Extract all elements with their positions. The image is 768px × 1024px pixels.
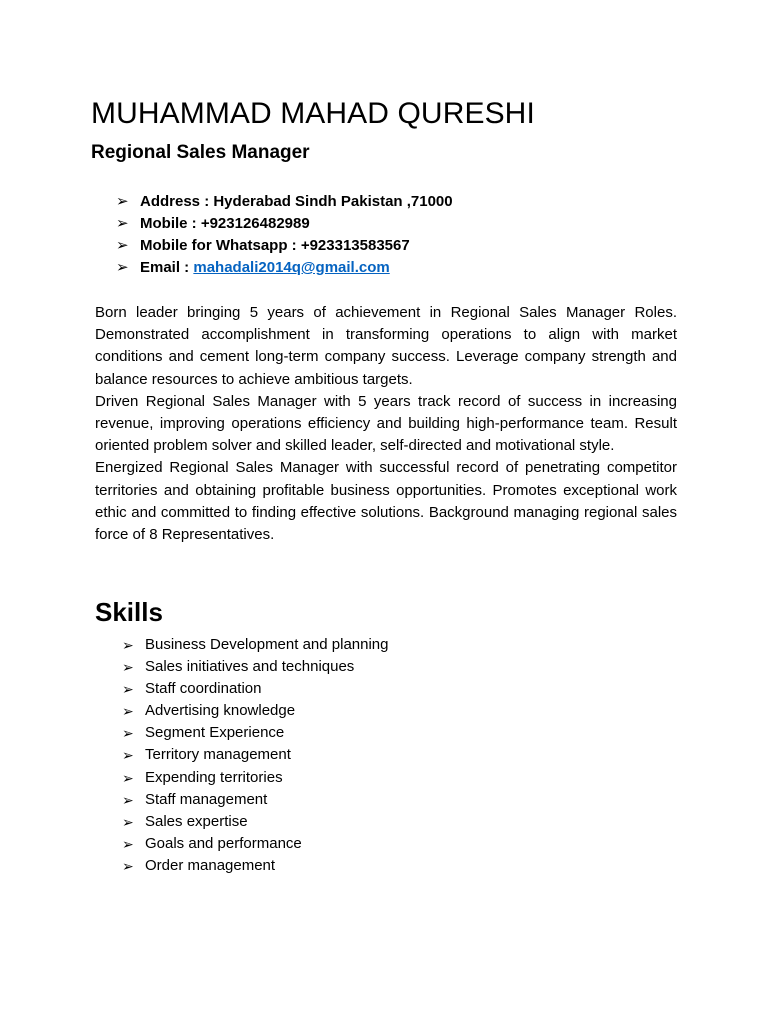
candidate-name: MUHAMMAD MAHAD QURESHI bbox=[91, 97, 535, 130]
skill-item bbox=[122, 700, 389, 722]
contact-whatsapp bbox=[116, 235, 453, 257]
arrow-bullet-icon: ➢ bbox=[122, 835, 134, 852]
arrow-bullet-icon: ➢ bbox=[122, 747, 134, 764]
contact-mobile bbox=[116, 213, 453, 235]
arrow-bullet-icon: ➢ bbox=[122, 813, 134, 830]
arrow-bullet-icon: ➢ bbox=[122, 703, 134, 720]
skill-item bbox=[122, 634, 389, 656]
arrow-bullet-icon: ➢ bbox=[122, 769, 134, 786]
arrow-bullet-icon: ➢ bbox=[122, 725, 134, 742]
arrow-bullet-icon: ➢ bbox=[122, 681, 134, 698]
skill-item bbox=[122, 656, 389, 678]
skill-item bbox=[122, 767, 389, 789]
skill-label: Order management bbox=[145, 856, 276, 874]
job-title: Regional Sales Manager bbox=[91, 142, 310, 163]
skills-list bbox=[122, 634, 389, 877]
skill-label: Advertising knowledge bbox=[145, 702, 296, 720]
skill-label: Segment Experience bbox=[145, 724, 285, 742]
skill-item bbox=[122, 722, 389, 744]
skill-item bbox=[122, 855, 389, 877]
skill-item bbox=[122, 744, 389, 766]
skills-heading: Skills bbox=[95, 597, 163, 627]
skill-item bbox=[122, 678, 389, 700]
skill-label: Sales initiatives and techniques bbox=[145, 658, 355, 676]
arrow-bullet-icon: ➢ bbox=[116, 259, 129, 276]
skill-label: Staff management bbox=[145, 790, 268, 808]
arrow-bullet-icon: ➢ bbox=[116, 215, 129, 232]
contact-address-text: Address : Hyderabad Sindh Pakistan ,71000 bbox=[140, 193, 453, 210]
contact-email-label: Email : bbox=[140, 259, 194, 276]
skill-label: Sales expertise bbox=[145, 812, 248, 830]
arrow-bullet-icon: ➢ bbox=[122, 857, 134, 874]
email-link[interactable]: mahadali2014q@gmail.com bbox=[193, 259, 390, 276]
arrow-bullet-icon: ➢ bbox=[122, 637, 134, 653]
skill-item bbox=[122, 833, 389, 855]
contact-mobile-text: Mobile : +923126482989 bbox=[140, 215, 310, 232]
arrow-bullet-icon: ➢ bbox=[116, 193, 129, 210]
skill-label: Staff coordination bbox=[145, 680, 262, 698]
contact-address bbox=[116, 191, 453, 213]
arrow-bullet-icon: ➢ bbox=[122, 791, 134, 808]
summary-paragraph: Born leader bringing 5 years of achievement in Regional Sales Manager Roles. Demonstrated accomplishment in transforming operations to align with market conditions and cement long-term company success. Leverage company strength and balance resources to achieve ambitious targets. bbox=[95, 304, 677, 388]
skill-label: Goals and performance bbox=[145, 834, 302, 852]
arrow-bullet-icon: ➢ bbox=[122, 659, 134, 676]
summary-paragraph: Energized Regional Sales Manager with successful record of penetrating competitor territories and obtaining profitable business opportunities. Promotes exceptional work ethic and committed to finding effective solutions. Background managing regional sales force of 8 Representatives. bbox=[95, 459, 677, 544]
arrow-bullet-icon: ➢ bbox=[116, 237, 129, 254]
profile-summary bbox=[95, 302, 677, 546]
contact-list bbox=[116, 191, 453, 279]
contact-email bbox=[116, 257, 453, 279]
contact-whatsapp-text: Mobile for Whatsapp : +923313583567 bbox=[140, 237, 410, 254]
skill-label: Business Development and planning bbox=[145, 636, 389, 653]
skill-item bbox=[122, 811, 389, 833]
skill-label: Territory management bbox=[145, 746, 291, 764]
skill-label: Expending territories bbox=[145, 768, 283, 786]
summary-paragraph: Driven Regional Sales Manager with 5 years track record of success in increasing revenue, improving operations efficiency and building high-performance team. Result oriented problem solver and skilled leader, self-directed and motivational style. bbox=[95, 392, 677, 455]
skill-item bbox=[122, 789, 389, 811]
